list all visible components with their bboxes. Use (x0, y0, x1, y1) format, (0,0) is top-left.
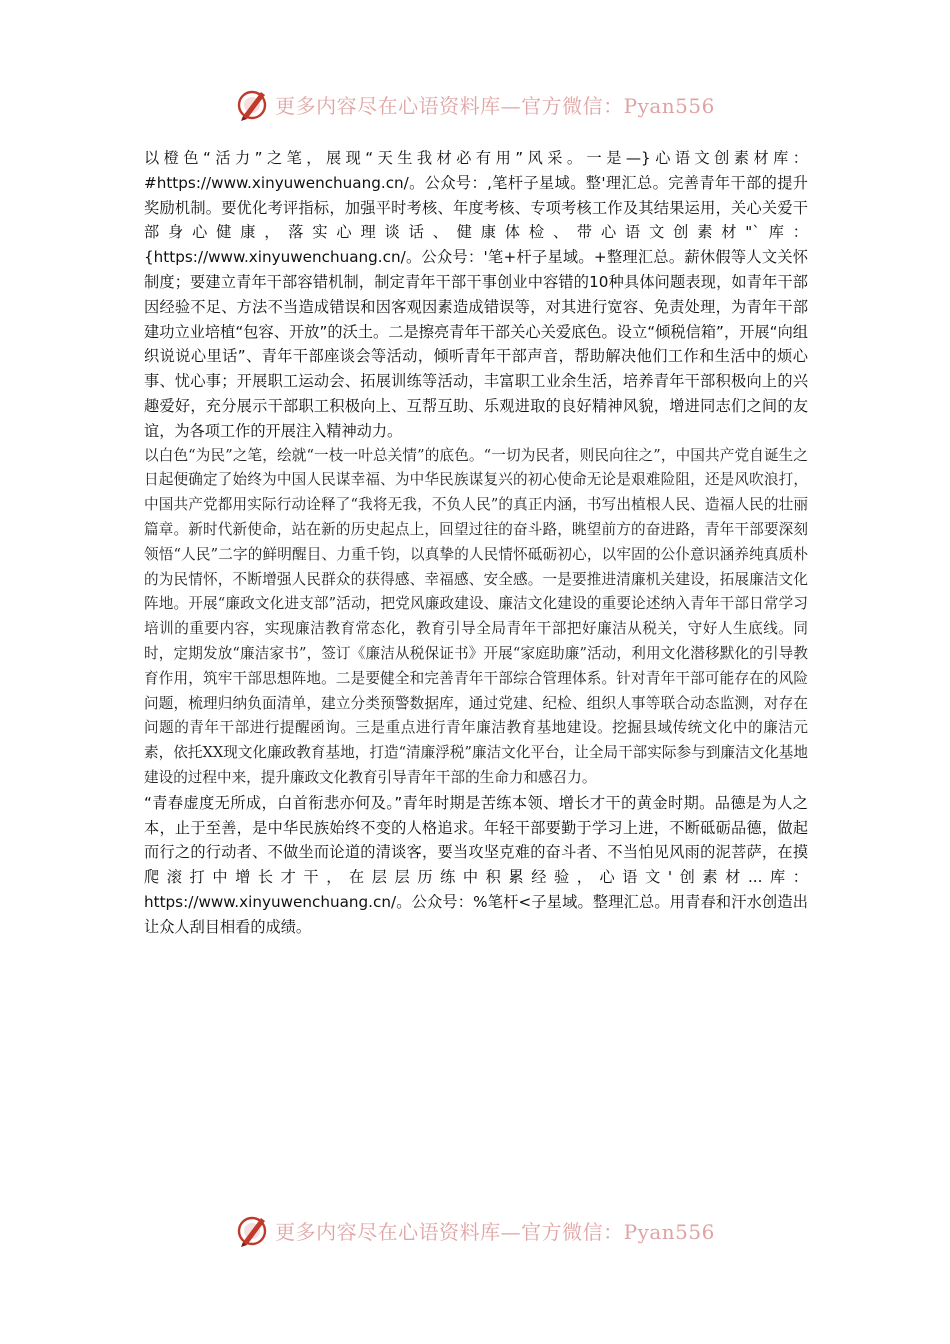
footer-banner (0, 1210, 950, 1250)
banner-text: 更多内容尽在心语资料库—官方微信：Pyan556 (275, 93, 715, 118)
pen-logo-icon (235, 1212, 271, 1248)
paragraph-white: 以白色“为民”之笔，绘就“一枝一叶总关情”的底色。“一切为民者，则民向往之”，中国共产党自诞生之日起便确定了始终为中国人民谋幸福、为中华民族谋复兴的初心使命无论是艰难险阻，还是风吹浪打，中国共产党都用实际行动诠释了“我将无我，不负人民”的真正内涵，书写出植根人民、造福人民的壮丽篇章。新时代新使命，站在新的历史起点上，回望过往的奋斗路，眺望前方的奋进路，青年干部要深刻领悟“人民”二字的鲜明醒目、力重千钧，以真挚的人民情怀砥砺初心，以牢固的公仆意识涵养纯真质朴的为民情怀，不断增强人民群众的获得感、幸福感、安全感。一是要推进清廉机关建设，拓展廉洁文化阵地。开展“廉政文化进支部”活动，把党风廉政建设、廉洁文化建设的重要论述纳入青年干部日常学习培训的重要内容，实现廉洁教育常态化，教育引导全局青年干部把好廉洁从税关，守好人生底线。同时，定期发放“廉洁家书”，签订《廉洁从税保证书》开展“家庭助廉”活动，利用文化潜移默化的引导教育作用，筑牢干部思想阵地。二是要健全和完善青年干部综合管理体系。针对青年干部可能存在的风险问题，梳理归纳负面清单，建立分类预警数据库，通过党建、纪检、组织人事等联合动态监测，对存在问题的青年干部进行提醒函询。三是重点进行青年廉洁教育基地建设。挖掘县域传统文化中的廉洁元素，依托XX现文化廉政教育基地，打造“清廉浮税”廉洁文化平台，让全局干部实际参与到廉洁文化基地建设的过程中来，提升廉政文化教育引导青年干部的生命力和感召力。 (144, 446, 808, 786)
pen-logo-icon (235, 86, 271, 122)
header-banner (0, 84, 950, 124)
banner-text: 更多内容尽在心语资料库—官方微信：Pyan556 (275, 1219, 715, 1244)
paragraph-orange: 以橙色“活力”之笔，展现“天生我材必有用”风采。一是—}心语文创素材库：#https://www.xinyuwenchuang.cn/。公众号：,笔杆子星域。整'理汇总。完善青年干部的提升奖励机制。要优化考评指标，加强平时考核、年度考核、专项考核工作及其结果运用，关心关爱干部身心健康，落实心理谈话、健康体检、带心语文创素材"`库：{https://www.xinyuwenchuang.cn/。公众号：'笔+杆子星域。+整理汇总。薪休假等人文关怀制度；要建立青年干部容错机制，制定青年干部干事创业中容错的10种具体问题表现，如青年干部因经验不足、方法不当造成错误和因客观因素造成错误等，对其进行宽容、免责处理，为青年干部建功立业培植“包容、开放”的沃土。二是擦亮青年干部关心关爱底色。设立“倾税信箱”，开展“向组织说说心里话”、青年干部座谈会等活动，倾听青年干部声音，帮助解决他们工作和生活中的烦心事、忧心事；开展职工运动会、拓展训练等活动，丰富职工业余生活，培养青年干部积极向上的兴趣爱好，充分展示干部职工积极向上、互帮互助、乐观进取的良好精神风貌，增进同志们之间的友谊，为各项工作的开展注入精神动力。 (144, 149, 808, 440)
paragraph-youth: “青春虚度无所成，白首衔悲亦何及。”青年时期是苦练本领、增长才干的黄金时期。品德是为人之本，止于至善，是中华民族始终不变的人格追求。年轻干部要勤于学习上进，不断砥砺品德，做起而行之的行动者、不做坐而论道的清谈客，要当攻坚克难的奋斗者、不当怕见风雨的泥菩萨，在摸爬滚打中增长才干，在层层历练中积累经验，心语文'创素材...库：https://www.xinyuwenchuang.cn/。公众号：%笔杆<子星域。整理汇总。用青春和汗水创造出让众人刮目相看的成绩。 (144, 793, 808, 936)
document-body (144, 146, 808, 940)
